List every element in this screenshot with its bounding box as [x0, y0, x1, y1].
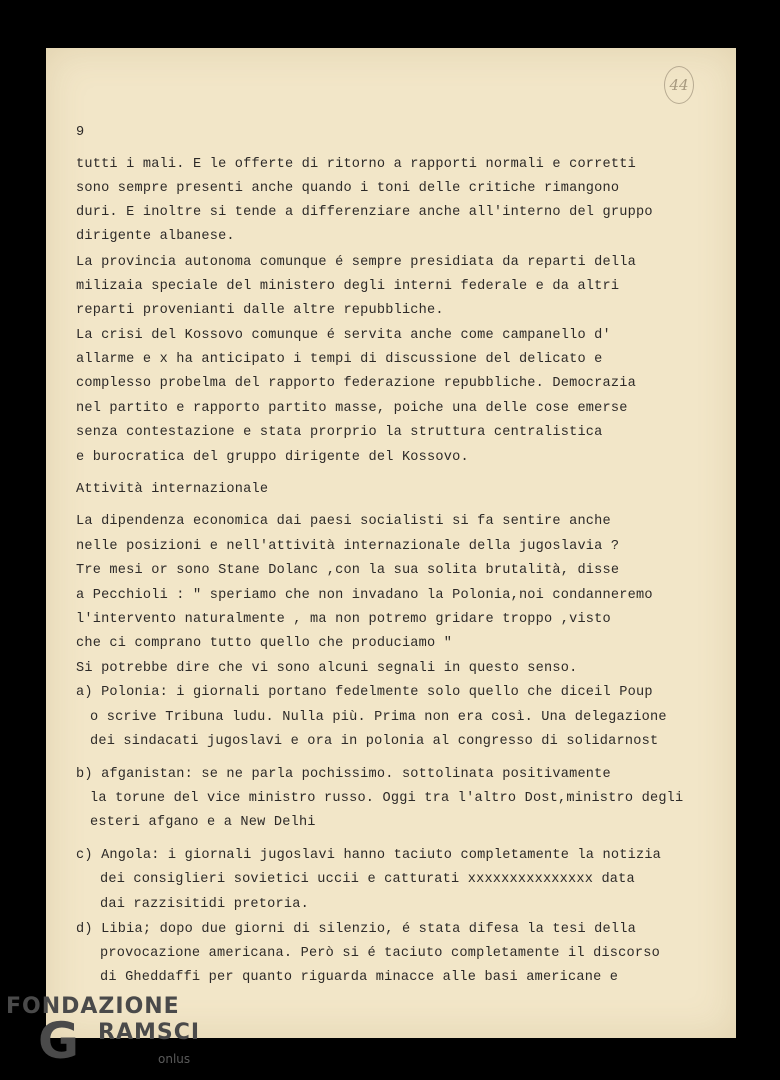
- list-item: d) Libia; dopo due giorni di silenzio, é stata difesa la tesi della: [76, 922, 636, 937]
- text-line: allarme e x ha anticipato i tempi di discussione del delicato e: [76, 352, 603, 367]
- text-line: complesso probelma del rapporto federazione repubbliche. Democrazia: [76, 376, 636, 391]
- page-number: 9: [76, 125, 85, 140]
- watermark-line2: RAMSCI: [98, 1020, 201, 1045]
- text-line: di Gheddaffi per quanto riguarda minacce alle basi americane e: [100, 970, 619, 985]
- text-line: nelle posizioni e nell'attività internazionale della jugoslavia ?: [76, 539, 620, 554]
- text-line: dei consiglieri sovietici uccii e catturati xxxxxxxxxxxxxxx data: [100, 872, 635, 887]
- text-line: provocazione americana. Però si é taciuto completamente il discorso: [100, 946, 660, 961]
- text-line: l'intervento naturalmente , ma non potremo gridare troppo ,visto: [76, 612, 611, 627]
- text-line: reparti provenianti dalle altre repubbliche.: [76, 303, 444, 318]
- text-line: duri. E inoltre si tende a differenziare anche all'interno del gruppo: [76, 205, 653, 220]
- watermark-line1: FONDAZIONE: [6, 994, 180, 1019]
- text-line: a Pecchioli : " speriamo che non invadano la Polonia,noi condanneremo: [76, 588, 653, 603]
- text-line: Si potrebbe dire che vi sono alcuni segnali in questo senso.: [76, 661, 578, 676]
- text-line: dirigente albanese.: [76, 229, 235, 244]
- text-line: milizaia speciale del ministero degli interni federale e da altri: [76, 279, 620, 294]
- text-line: Tre mesi or sono Stane Dolanc ,con la sua solita brutalità, disse: [76, 563, 620, 578]
- text-line: dai razzisitidi pretoria.: [100, 897, 309, 912]
- text-line: la torune del vice ministro russo. Oggi tra l'altro Dost,ministro degli: [90, 791, 684, 806]
- text-line: esteri afgano e a New Delhi: [90, 815, 316, 830]
- text-line: La provincia autonoma comunque é sempre presidiata da reparti della: [76, 255, 636, 270]
- watermark-onlus: onlus: [158, 1052, 191, 1066]
- text-line: o scrive Tribuna ludu. Nulla più. Prima non era così. Una delegazione: [90, 710, 667, 725]
- list-item: b) afganistan: se ne parla pochissimo. sottolinata positivamente: [76, 767, 611, 782]
- text-line: senza contestazione e stata prorprio la struttura centralistica: [76, 425, 603, 440]
- text-line: nel partito e rapporto partito masse, poiche una delle cose emerse: [76, 401, 628, 416]
- section-heading: Attività internazionale: [76, 482, 269, 497]
- text-line: dei sindacati jugoslavi e ora in polonia al congresso di solidarnost: [90, 734, 659, 749]
- text-line: e burocratica del gruppo dirigente del Kossovo.: [76, 450, 469, 465]
- text-line: tutti i mali. E le offerte di ritorno a rapporti normali e corretti: [76, 157, 636, 172]
- watermark-g-letter: G: [38, 1012, 81, 1070]
- folio-mark: 44: [664, 66, 694, 104]
- text-line: sono sempre presenti anche quando i toni delle critiche rimangono: [76, 181, 620, 196]
- list-item: c) Angola: i giornali jugoslavi hanno taciuto completamente la notizia: [76, 848, 662, 863]
- text-line: La crisi del Kossovo comunque é servita anche come campanello d': [76, 328, 611, 343]
- list-item: a) Polonia: i giornali portano fedelmente solo quello che diceil Poup: [76, 685, 653, 700]
- text-line: La dipendenza economica dai paesi socialisti si fa sentire anche: [76, 514, 611, 529]
- text-line: che ci comprano tutto quello che produciamo ": [76, 636, 453, 651]
